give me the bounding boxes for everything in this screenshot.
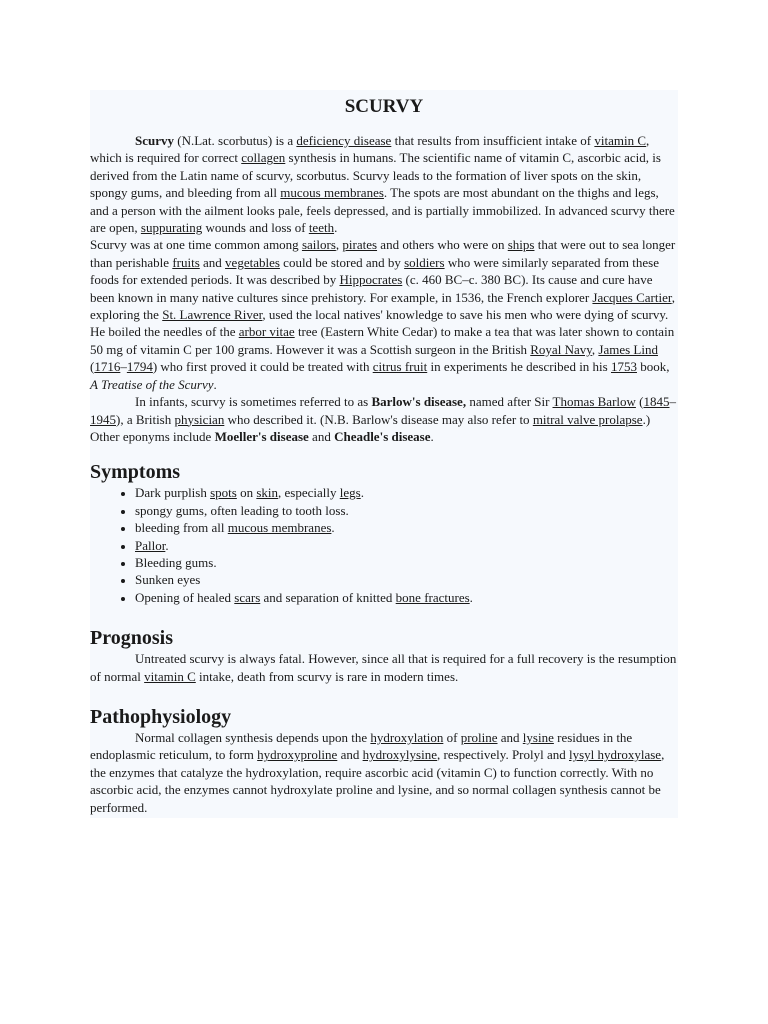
term-moellers-disease: Moeller's disease	[214, 428, 309, 444]
link-vitamin-c[interactable]: vitamin C	[594, 133, 646, 148]
link-hydroxylysine[interactable]: hydroxylysine	[362, 747, 437, 763]
text: book,	[636, 359, 670, 375]
text: who were similarly separated from these foods for extended periods. It was described by	[90, 254, 660, 288]
heading-symptoms: Symptoms	[90, 461, 181, 484]
text: and separation of knitted	[260, 589, 396, 605]
link-skin[interactable]: skin	[256, 485, 279, 501]
link-1794[interactable]: 1794	[126, 359, 153, 375]
text: .	[334, 220, 338, 236]
text: –	[120, 359, 127, 375]
link-lysine[interactable]: lysine	[522, 729, 554, 745]
link-mucous-membranes[interactable]: mucous membranes	[280, 185, 384, 201]
text: and	[497, 729, 523, 745]
link-ships[interactable]: ships	[507, 237, 535, 253]
text: in experiments he described in his	[427, 359, 611, 375]
text: ), a British	[116, 411, 175, 427]
link-hippocrates[interactable]: Hippocrates	[339, 272, 403, 288]
text: , the enzymes that catalyze the hydroxylation, require ascorbic acid (vitamin C) to function correctly. With no ascorbic acid, the enzymes cannot hydroxylate proline and lysine, and so normal collagen synthesis cannot be performed.	[90, 747, 665, 815]
text: .	[430, 428, 434, 444]
text: who described it. (N.B. Barlow's disease may also refer to	[224, 411, 533, 427]
text: .	[165, 537, 169, 553]
text: (	[635, 394, 644, 410]
link-pirates[interactable]: pirates	[342, 237, 378, 253]
link-thomas-barlow[interactable]: Thomas Barlow	[552, 394, 636, 410]
link-scars[interactable]: scars	[234, 589, 261, 605]
link-1716[interactable]: 1716	[94, 359, 121, 375]
link-fruits[interactable]: fruits	[172, 254, 200, 270]
link-1753[interactable]: 1753	[610, 359, 637, 375]
link-soldiers[interactable]: soldiers	[404, 254, 445, 270]
link-vitamin-c-2[interactable]: vitamin C	[144, 668, 196, 684]
text: that results from insufficient intake of	[391, 133, 595, 148]
link-bone-fractures[interactable]: bone fractures	[395, 589, 470, 605]
text: of	[443, 729, 461, 745]
text: Untreated scurvy is always fatal. However, since all that is required for a full recovery is the resumption of normal	[90, 651, 677, 684]
document-page	[90, 90, 678, 818]
term-cheadles-disease: Cheadle's disease	[334, 428, 431, 444]
list-item: • spongy gums, often leading to tooth loss.	[135, 502, 678, 519]
text: . The spots are most abundant on the thighs and legs, and a person with the ailment looks pale, feels depressed, and is partially immobilized. In advanced scurvy there are open,	[90, 185, 675, 236]
list-item	[135, 589, 678, 606]
text: ,	[335, 237, 343, 253]
text: wounds and loss of	[202, 220, 309, 236]
link-st-lawrence-river[interactable]: St. Lawrence River	[162, 307, 263, 323]
symptoms-list	[90, 484, 678, 606]
link-vegetables[interactable]: vegetables	[225, 254, 280, 270]
heading-prognosis: Prognosis	[90, 627, 173, 650]
link-sailors[interactable]: sailors	[301, 237, 336, 253]
text: , especially	[278, 485, 340, 501]
text: (	[90, 359, 95, 375]
text: (c. 460 BC–c. 380 BC). Its cause and cure have been known in many native cultures since prehistory. For example, in 1536, the French explorer	[90, 272, 653, 305]
text: that were out to sea longer than perishable	[90, 237, 676, 270]
list-item	[135, 519, 678, 536]
heading-pathophysiology: Pathophysiology	[90, 705, 232, 728]
link-arbor-vitae[interactable]: arbor vitae	[238, 324, 295, 340]
link-proline[interactable]: proline	[460, 729, 498, 745]
text: on	[236, 485, 257, 501]
text: In infants, scurvy is sometimes referred to as	[135, 394, 372, 410]
text: .	[469, 589, 473, 605]
document-title: SCURVY	[344, 96, 424, 117]
text: Normal collagen synthesis depends upon the	[135, 729, 371, 745]
link-lysyl-hydroxylase[interactable]: lysyl hydroxylase	[569, 747, 662, 763]
text: synthesis in humans. The scientific name of vitamin C, ascorbic acid, is derived from the Latin name of scurvy, scorbutus. Scurvy leads to the formation of liver spots on the skin, spongy gums, and bleeding from all	[90, 150, 661, 201]
list-item: • Sunken eyes	[135, 571, 678, 588]
link-hydroxyproline[interactable]: hydroxyproline	[257, 747, 338, 763]
infants-paragraph	[90, 393, 678, 445]
text: Opening of healed	[135, 589, 235, 605]
link-hydroxylation[interactable]: hydroxylation	[370, 729, 444, 745]
history-paragraph	[90, 236, 678, 393]
text: , which is required for correct	[90, 133, 650, 166]
text: tree (Eastern White Cedar) to make a tea that was later shown to contain 50 mg of vitamin C per 100 grams. However it was a Scottish surgeon in the British	[90, 324, 675, 357]
text: intake, death from scurvy is rare in modern times.	[195, 668, 459, 684]
link-1945[interactable]: 1945	[90, 411, 116, 427]
link-jacques-cartier[interactable]: Jacques Cartier	[592, 289, 672, 305]
text: , used the local natives' knowledge to save his men who were dying of scurvy. He boiled the needles of the	[90, 307, 669, 340]
text: residues in the endoplasmic reticulum, to form	[90, 729, 633, 763]
text: bleeding from all	[135, 520, 228, 536]
text: could be stored and by	[279, 254, 405, 270]
text: ) who first proved it could be treated with	[152, 359, 373, 375]
term-barlows-disease: Barlow's disease,	[371, 394, 467, 410]
link-teeth[interactable]: teeth	[308, 220, 335, 236]
text: –	[669, 394, 676, 410]
prognosis-paragraph	[90, 650, 678, 685]
link-mitral-valve-prolapse[interactable]: mitral valve prolapse	[532, 411, 643, 427]
link-james-lind[interactable]: James Lind	[598, 341, 658, 357]
link-mucous-membranes-2[interactable]: mucous membranes	[227, 520, 332, 536]
list-item: • Bleeding gums.	[135, 554, 678, 571]
text: (N.Lat. scorbutus) is a	[174, 133, 297, 148]
list-item	[135, 484, 678, 501]
text: ,	[591, 341, 599, 357]
link-1845[interactable]: 1845	[643, 394, 670, 410]
link-suppurating[interactable]: suppurating	[140, 220, 203, 236]
link-deficiency-disease[interactable]: deficiency disease	[296, 133, 392, 148]
text: and	[199, 254, 226, 270]
book-title: A Treatise of the Scurvy	[90, 376, 214, 392]
intro-paragraph	[90, 132, 678, 236]
link-citrus-fruit[interactable]: citrus fruit	[372, 359, 428, 375]
link-collagen[interactable]: collagen	[241, 150, 286, 166]
text: and	[337, 747, 363, 763]
link-physician[interactable]: physician	[174, 411, 225, 427]
text: Scurvy was at one time common among	[90, 237, 302, 253]
text: .	[331, 520, 335, 536]
text: .) Other eponyms include	[90, 411, 651, 444]
link-royal-navy[interactable]: Royal Navy	[530, 341, 592, 357]
link-legs[interactable]: legs	[339, 485, 361, 501]
text: .	[360, 485, 364, 501]
text: named after Sir	[466, 394, 553, 410]
text: and others who were on	[377, 237, 508, 253]
pathophysiology-paragraph	[90, 729, 678, 816]
text: , respectively. Prolyl and	[436, 747, 569, 763]
text: Dark purplish	[135, 485, 211, 501]
link-pallor[interactable]: Pallor	[135, 537, 166, 553]
intro-term: Scurvy	[135, 133, 174, 148]
text: and	[308, 428, 335, 444]
list-item	[135, 537, 678, 554]
link-spots[interactable]: spots	[210, 485, 237, 501]
text: , exploring the	[90, 289, 675, 323]
text: .	[213, 376, 217, 392]
